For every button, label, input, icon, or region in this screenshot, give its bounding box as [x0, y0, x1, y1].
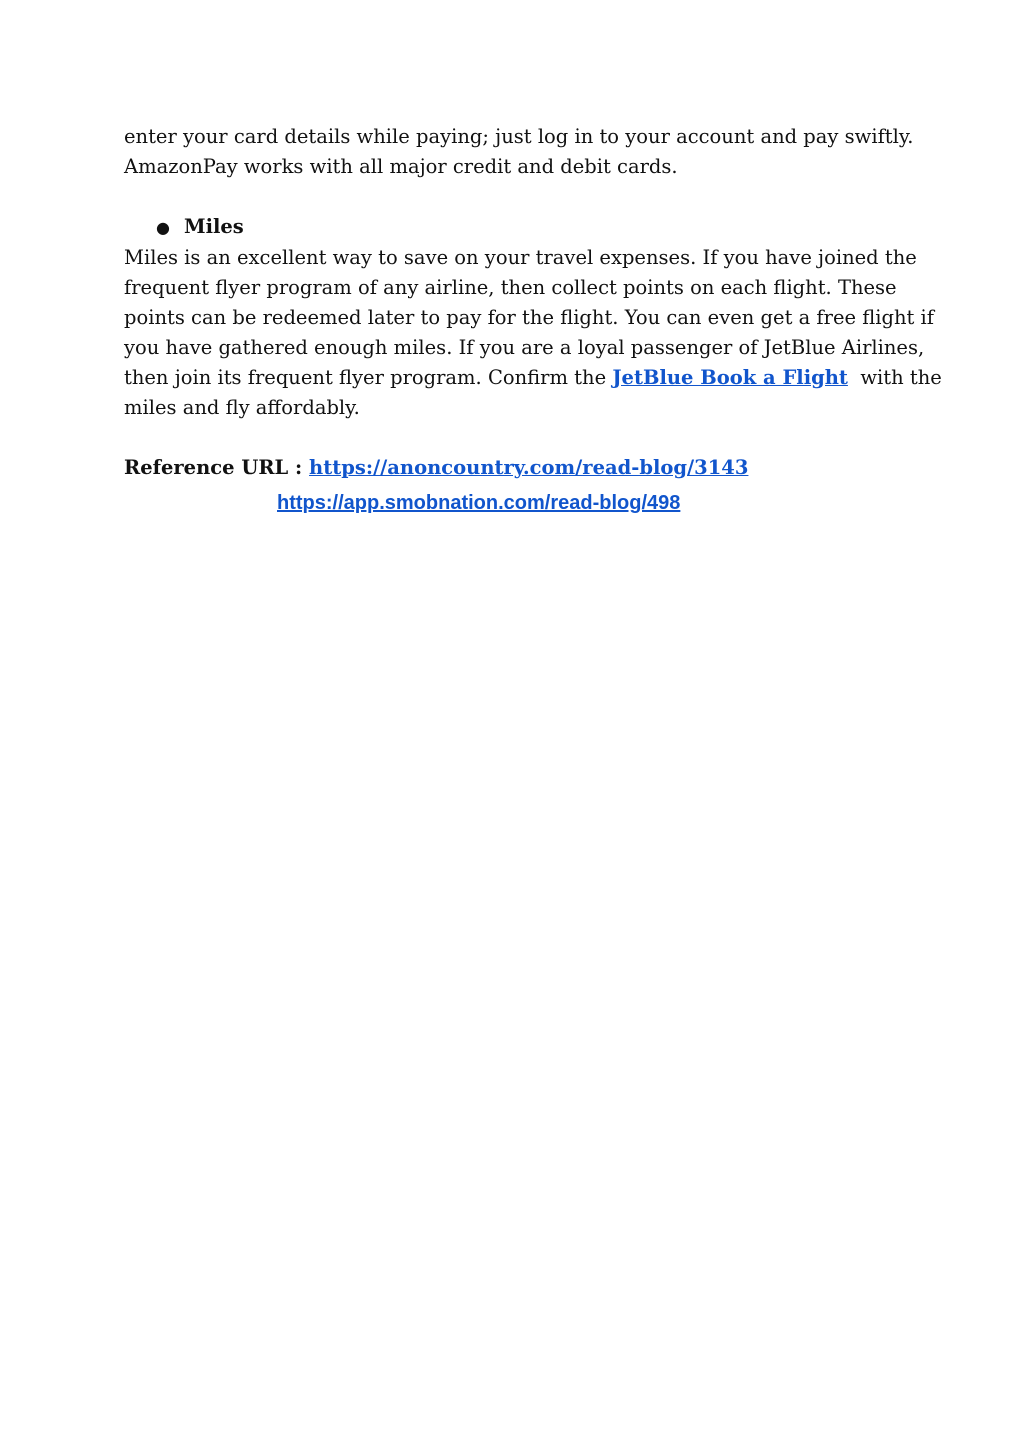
reference-url-1-link[interactable]: https://anoncountry.com/read-blog/3143 [309, 456, 749, 479]
miles-line-6: miles and fly affordably. [124, 396, 360, 419]
reference-url-2-link[interactable]: https://app.smobnation.com/read-blog/498 [277, 492, 681, 514]
miles-line-4: you have gathered enough miles. If you are a loyal passenger of JetBlue Airlines, [124, 336, 925, 359]
jetblue-book-a-flight-link[interactable]: JetBlue Book a Flight [612, 366, 848, 389]
miles-line-5 [124, 363, 942, 393]
miles-line-5-before: then join its frequent flyer program. Confirm the [124, 366, 613, 389]
paragraph-spacer [124, 182, 904, 212]
intro-line-1: enter your card details while paying; just log in to your account and pay swiftly. [124, 125, 914, 148]
bullet-dot-icon: ● [156, 218, 170, 237]
document-page [124, 122, 942, 483]
miles-bullet-item [156, 212, 904, 243]
reference-row [124, 453, 904, 483]
miles-line-2: frequent flyer program of any airline, then collect points on each flight. These [124, 276, 897, 299]
intro-line-2: AmazonPay works with all major credit and debit cards. [124, 155, 678, 178]
reference-label: Reference URL : [124, 456, 310, 479]
miles-line-5-after: with the [847, 366, 942, 389]
miles-line-3: points can be redeemed later to pay for the flight. You can even get a free flight if [124, 306, 935, 329]
miles-heading: Miles [184, 215, 244, 238]
intro-paragraph [124, 122, 914, 182]
miles-paragraph [124, 243, 942, 423]
miles-line-1: Miles is an excellent way to save on your travel expenses. If you have joined the [124, 246, 917, 269]
paragraph-spacer [124, 423, 904, 453]
